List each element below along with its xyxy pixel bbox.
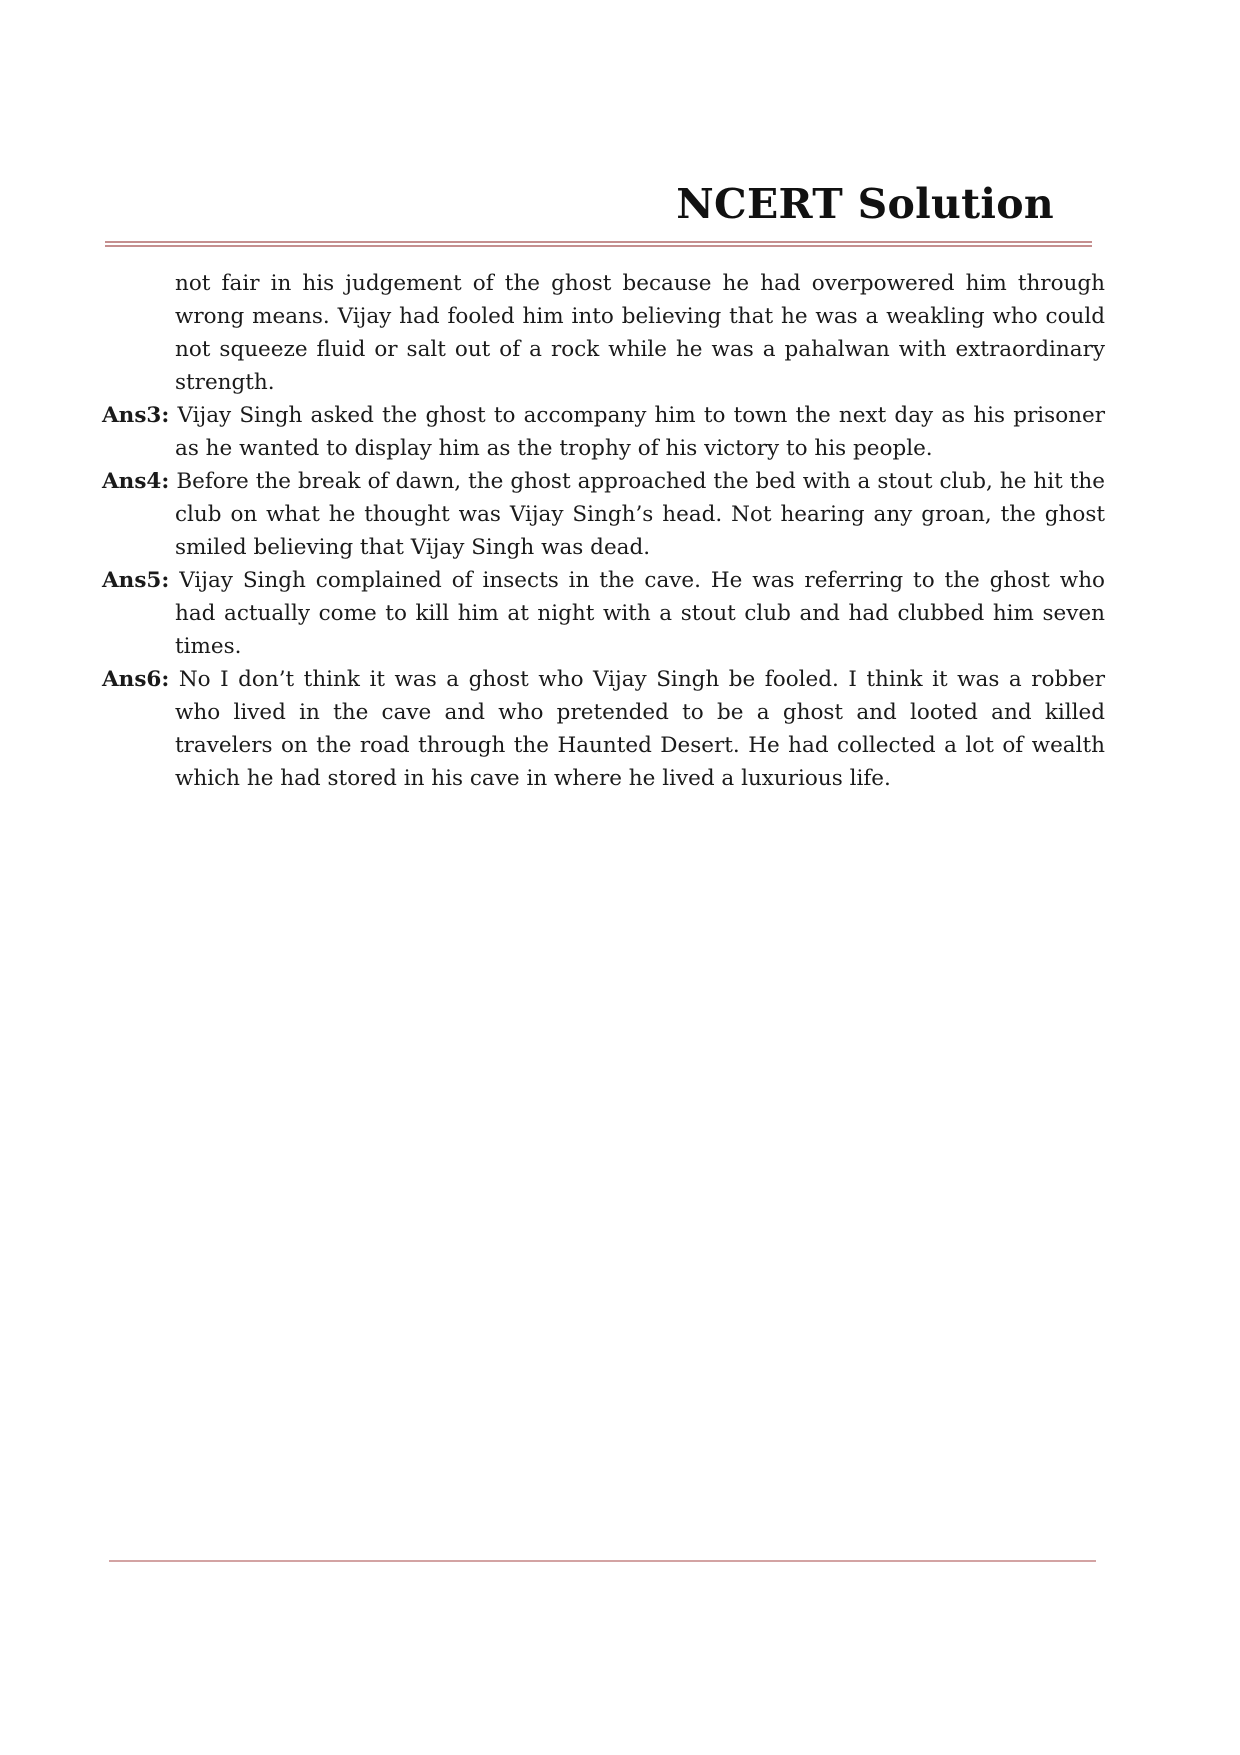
answer-text: Vijay Singh asked the ghost to accompany him to town the next day as his prisoner as he wanted to display him as the trophy of his victory to his people. xyxy=(175,403,1105,461)
document-body xyxy=(102,267,1105,795)
answer-4 xyxy=(102,465,1105,564)
answer-text: Vijay Singh complained of insects in the cave. He was referring to the ghost who had actually come to kill him at night with a stout club and had clubbed him seven times. xyxy=(175,568,1105,659)
header-divider xyxy=(105,241,1092,247)
header-divider-bottom-line xyxy=(105,245,1092,247)
answer-6 xyxy=(102,663,1105,795)
answer-label: Ans5: xyxy=(102,568,170,593)
answer-5 xyxy=(102,564,1105,663)
answer-3 xyxy=(102,399,1105,465)
answer-label: Ans3: xyxy=(102,403,170,428)
header-divider-top-line xyxy=(105,241,1092,243)
answer-label: Ans4: xyxy=(102,469,170,494)
footer-divider xyxy=(109,1560,1096,1562)
answer-text: Before the break of dawn, the ghost approached the bed with a stout club, he hit the club on what he thought was Vijay Singh’s head. Not hearing any groan, the ghost smiled believing that Vijay Singh was dead. xyxy=(175,469,1105,560)
page-title: NCERT Solution xyxy=(676,180,1054,228)
answer-label: Ans6: xyxy=(102,667,170,692)
answer-text: No I don’t think it was a ghost who Vijay Singh be fooled. I think it was a robber who lived in the cave and who pretended to be a ghost and looted and killed travelers on the road through the Haunted Desert. He had collected a lot of wealth which he had stored in his cave in where he lived a luxurious life. xyxy=(175,667,1106,791)
continuation-paragraph: not fair in his judgement of the ghost because he had overpowered him through wrong means. Vijay had fooled him into believing that he was a weakling who could not squeeze fluid or salt out of a rock while he was a pahalwan with extraordinary strength. xyxy=(175,271,1105,395)
